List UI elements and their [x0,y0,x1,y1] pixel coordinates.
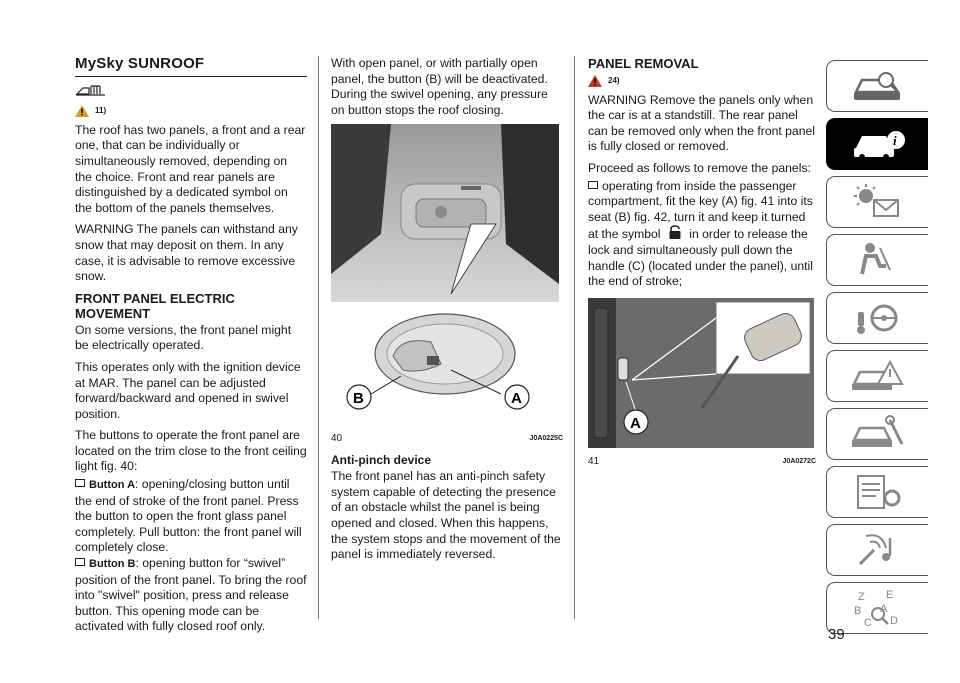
anti-pinch-paragraph: The front panel has an anti-pinch safety system capable of detecting the presence of an obstacle whilst the panel is being opened and closed. When this happens, the system stops and the movement of the panel is immediately reversed. [331,469,561,562]
figure-number: 40 [331,432,343,444]
overhead-console-illustration [331,124,559,424]
index-letter: B [853,605,861,617]
callout-a: A [511,390,522,408]
figure-caption [588,454,816,470]
paragraph-electric: On some versions, the front panel might be electrically operated. [75,322,292,353]
bullet-button-b [75,556,307,635]
section-heading-panel-removal: PANEL REMOVAL [588,56,699,71]
warning-ref-number: 24) [608,76,620,85]
warning-reference [588,73,816,89]
figure-40 [331,124,563,446]
index-letter: D [889,615,898,627]
button-a-label: Button A [89,479,136,492]
index-icon [850,586,906,630]
service-icon [850,414,906,454]
bullet-icon [75,479,85,487]
index-letter: Z [857,591,865,603]
paragraph-buttons: The buttons to operate the front panel are located on the trim close to the front ceiling light fig. 40: [75,428,307,474]
deactivation-paragraph: With open panel, or with partially open panel, the button (B) will be deactivated. During the swivel opening, any pressure on button stops the roof closing. [331,56,548,117]
removal-intro: Proceed as follows to remove the panels: [588,160,811,175]
dashboard-icon [850,66,906,106]
figure-code: J0A0272C [782,458,816,466]
figure-code: J0A0225C [529,434,563,442]
figure-caption [331,431,563,447]
chapter-navigation [826,60,930,640]
page-title: MySky SUNROOF [75,56,307,77]
bullet-icon [75,558,85,566]
tab-safety[interactable] [826,234,928,286]
callout-a: A [630,414,641,432]
warning-reference [75,103,307,119]
tab-lights[interactable] [826,176,928,228]
paragraph-ignition: This operates only with the ignition device at MAR. The panel can be adjusted forward/backward and opened in swivel position. [75,359,301,421]
bullet-button-a [75,477,307,556]
bullet-icon [588,181,598,189]
button-b-label: Button B [89,558,136,571]
tab-multimedia[interactable] [826,524,928,576]
removal-warning: WARNING Remove the panels only when the car is at a standstill. The rear panel can be removed only when the front panel is fully closed or removed. [588,92,815,154]
tab-service[interactable] [826,408,928,460]
tab-car-info[interactable] [826,118,928,170]
figure-41 [588,298,816,470]
step-text-2: in order to release the lock and simultaneously pull down the handle (C) (located under the panel), until the end of stroke; [588,227,813,289]
index-letter: E [885,589,893,601]
tab-emergency[interactable] [826,350,928,402]
safety-icon [850,240,906,280]
multimedia-icon [850,530,906,570]
key-insertion-illustration [588,298,814,448]
driving-icon [850,298,906,338]
figure-number: 41 [588,456,600,468]
car-info-icon [850,124,906,164]
button-b-text: : opening button for “swivel” position of the front panel. To bring the roof into "swivel" position, press and release button. This opening mode can be activated with fully closed roof only. [75,556,307,634]
column-divider [574,56,575,619]
sunroof-symbol-icon [75,83,307,102]
tab-technical-data[interactable] [826,466,928,518]
snow-warning: WARNING The panels can withstand any snow that may deposit on them. In any case, it is advisable to remove excessive snow. [75,222,298,284]
anti-pinch-heading: Anti-pinch device [331,452,432,467]
lights-icon [850,182,906,222]
warning-icon [588,75,602,87]
tab-driving[interactable] [826,292,928,344]
index-letter: C [863,617,872,629]
intro-paragraph: The roof has two panels, a front and a rear one, that can be individually or simultaneously removed, depending on the choice. Front and rear panels are distinguished by a dedicated symbol on the bottom of the panels themselves. [75,122,306,215]
column-2 [331,56,563,569]
unlock-symbol-icon [668,225,682,240]
warning-ref-number: 11) [95,106,107,116]
warning-icon [75,105,89,117]
step-text-1: operating from inside the passenger compartment, fit the key (A) fig. 41 into its seat (B) fig. 42, turn it and keep it turned at the symbol [588,178,813,242]
section-heading-front-panel: FRONT PANEL ELECTRIC MOVEMENT [75,290,235,321]
column-3 [588,56,816,476]
technical-data-icon [850,472,906,512]
tab-dashboard[interactable] [826,60,928,112]
index-letter: A [879,603,887,615]
svg-text:i: i [892,133,897,148]
column-1 [75,56,307,635]
page-number: 39 [828,626,845,643]
column-divider [318,56,319,619]
emergency-icon [850,356,906,396]
button-a-text: : opening/closing button until the end of stroke of the front panel. Press the button to open the front glass panel completely. Pull button: the front panel will completely close. [75,477,302,555]
bullet-remove-step [588,179,816,290]
callout-b: B [353,390,364,408]
